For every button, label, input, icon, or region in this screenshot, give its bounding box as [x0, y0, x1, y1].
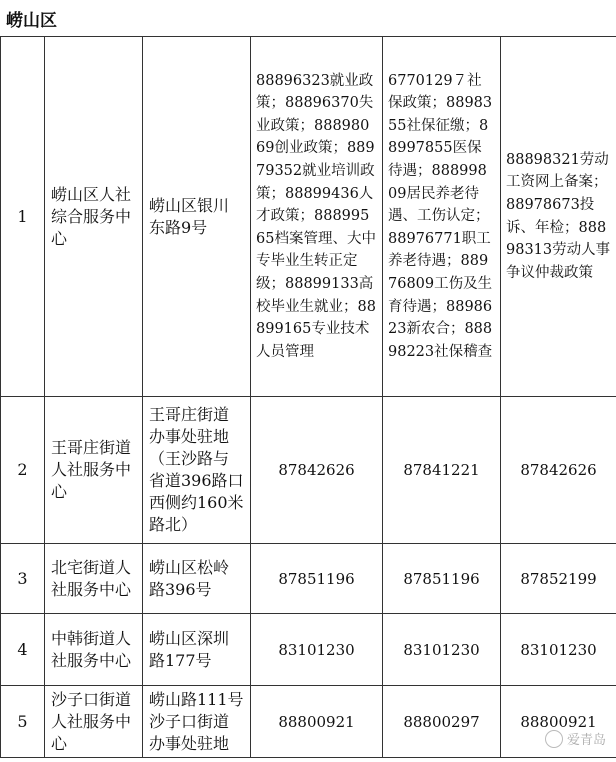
phone-col3: 83101230: [251, 614, 383, 686]
section-title: 崂山区: [6, 11, 57, 31]
phone-col4: 83101230: [383, 614, 501, 686]
phone-col5: 83101230: [501, 614, 616, 686]
row-number: 1: [1, 37, 45, 397]
table-row: [1, 37, 616, 397]
office-name: 北宅街道人社服务中心: [45, 544, 143, 614]
phone-col4: 88800297: [383, 686, 501, 758]
table-row: [1, 544, 616, 614]
phone-col3: 88896323就业政策；88896370失业政策；88898069创业政策；88979352就业培训政策；88899436人才政策；88899565档案管理、大中专毕业生转正定级；88899133高校毕业生就业；88899165专业技术人员管理: [251, 37, 383, 397]
row-number: 2: [1, 397, 45, 544]
office-address: 崂山区松岭路396号: [143, 544, 251, 614]
office-name: 崂山区人社综合服务中心: [45, 37, 143, 397]
watermark: [545, 729, 606, 748]
phone-col5: 88898321劳动工资网上备案；88978673投诉、年检；88898313劳动人事争议仲裁政策: [501, 37, 616, 397]
phone-col4: 87851196: [383, 544, 501, 614]
table-row: [1, 397, 616, 544]
phone-col5: 87842626: [501, 397, 616, 544]
phone-col4: 6770129７社保政策；8898355社保征缴；88997855医保待遇；88899809居民养老待遇、工伤认定；88976771职工养老待遇；88976809工伤及生育待遇；8898623新农合；88898223社保稽查: [383, 37, 501, 397]
watermark-text: 爱青岛: [566, 733, 606, 748]
office-name: 沙子口街道人社服务中心: [45, 686, 143, 758]
table-row: [1, 614, 616, 686]
phone-col4: 87841221: [383, 397, 501, 544]
wechat-logo-icon: [545, 730, 563, 748]
office-name: 中韩街道人社服务中心: [45, 614, 143, 686]
office-address: 崂山区银川东路9号: [143, 37, 251, 397]
phone-col5: 87852199: [501, 544, 616, 614]
office-address: 崂山路111号沙子口街道办事处驻地: [143, 686, 251, 758]
phone-col3: 87851196: [251, 544, 383, 614]
phone-col3: 87842626: [251, 397, 383, 544]
phone-col5: 88800921: [501, 686, 616, 758]
row-number: 4: [1, 614, 45, 686]
row-number: 3: [1, 544, 45, 614]
row-number: 5: [1, 686, 45, 758]
office-name: 王哥庄街道人社服务中心: [45, 397, 143, 544]
office-address: 崂山区深圳路177号: [143, 614, 251, 686]
office-address: 王哥庄街道办事处驻地（王沙路与省道396路口西侧约160米路北）: [143, 397, 251, 544]
contact-table: [0, 36, 616, 758]
table-row: [1, 686, 616, 758]
phone-col3: 88800921: [251, 686, 383, 758]
